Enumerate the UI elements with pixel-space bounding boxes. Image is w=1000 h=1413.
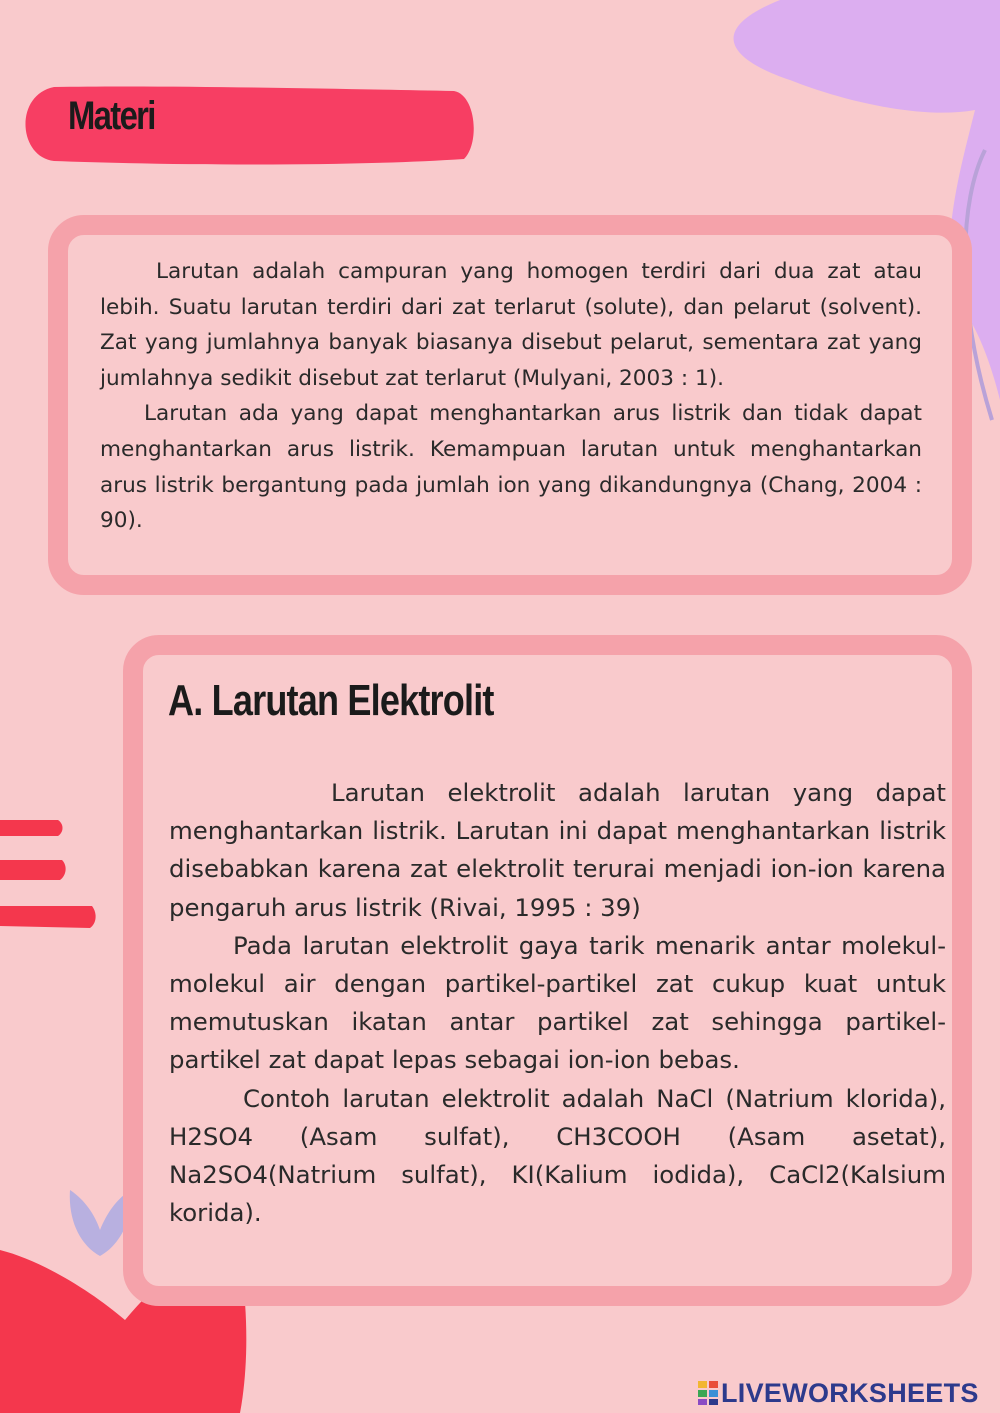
section-text xyxy=(169,774,946,1232)
page-title: Materi xyxy=(68,94,155,138)
intro-paragraph-1: Larutan adalah campuran yang homogen terdiri dari dua zat atau lebih. Suatu larutan terdiri dari zat terlarut (solute), dan pelarut (solvent). Zat yang jumlahnya banyak biasanya disebut pelarut, sementara zat yang jumlahnya sedikit disebut zat terlarut (Mulyani, 2003 : 1). xyxy=(100,259,922,391)
red-stroke-3 xyxy=(0,906,96,928)
intro-text xyxy=(100,254,922,539)
red-stroke-1 xyxy=(0,820,63,836)
red-stroke-2 xyxy=(0,860,66,880)
section-paragraph-1: Larutan elektrolit adalah larutan yang dapat menghantarkan listrik. Larutan ini dapat menghantarkan listrik disebabkan karena zat elektrolit terurai menjadi ion-ion karena pengaruh arus listrik (Rivai, 1995 : 39) xyxy=(169,778,946,922)
intro-paragraph-2: Larutan ada yang dapat menghantarkan arus listrik dan tidak dapat menghantarkan arus listrik. Kemampuan larutan untuk menghantarkan arus listrik bergantung pada jumlah ion yang dikandungnya (Chang, 2004 : 90). xyxy=(100,401,922,534)
brand-name: LIVEWORKSHEETS xyxy=(721,1377,979,1408)
section-paragraph-3: Contoh larutan elektrolit adalah NaCl (Natrium klorida), H2SO4 (Asam sulfat), CH3COOH (Asam asetat), Na2SO4(Natrium sulfat), KI(Kalium iodida), CaCl2(Kalsium korida). xyxy=(169,1083,946,1228)
liveworksheets-logo-icon xyxy=(697,1380,719,1406)
section-paragraph-2: Pada larutan elektrolit gaya tarik menarik antar molekul-molekul air dengan partikel-partikel zat cukup kuat untuk memutuskan ikatan antar partikel zat sehingga partikel-partikel zat dapat lepas sebagai ion-ion bebas. xyxy=(169,930,946,1075)
section-heading: A. Larutan Elektrolit xyxy=(168,676,494,725)
brand-footer xyxy=(697,1375,979,1411)
